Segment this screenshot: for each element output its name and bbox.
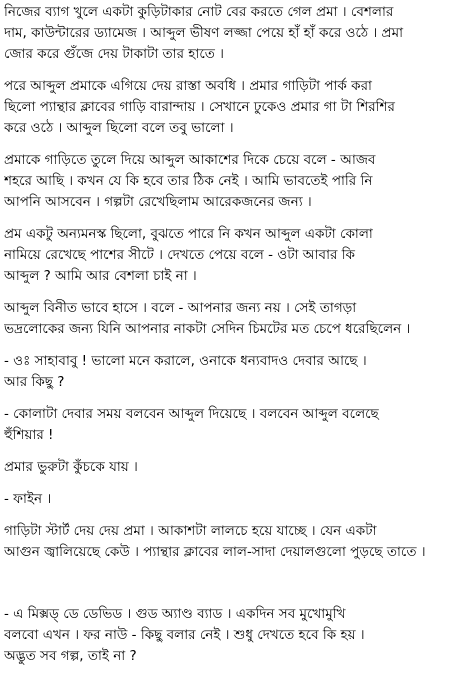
text-line: - ফাইন । bbox=[4, 491, 52, 507]
text-line: নামিয়ে রেখেছে পাশের সীটে । দেখতে পেয়ে বলে - ওটা আবার কি bbox=[4, 247, 356, 263]
text-line: প্রমাকে গাড়িতে তুলে দিয়ে আব্দুল আকাশের দিকে চেয়ে বলে - আজব bbox=[4, 152, 376, 168]
text-line: অদ্ভুত সব গল্প, তাই না ? bbox=[4, 648, 137, 664]
text-line: আব্দুল বিনীত ভাবে হাসে । বলে - আপনার জন্য নয় । সেই তাগড়া bbox=[4, 300, 357, 316]
text-line: ভদ্রলোকের জন্য যিনি আপনার নাকটা সেদিন চিমটের মত চেপে ধরেছিলেন । bbox=[4, 321, 411, 337]
text-line: আগুন জ্বালিয়েছে কেউ । প্যান্থার ক্লাবের লাল-সাদা দেয়ালগুলো পুড়ছে তাতে । bbox=[4, 544, 426, 560]
text-line: হুঁশিয়ার ! bbox=[4, 427, 54, 443]
text-line: করে ওঠে । আব্দুল ছিলো বলে তবু ভালো । bbox=[4, 120, 234, 136]
document-page bbox=[4, 2, 450, 678]
text-line: নিজের ব্যাগ খুলে একটা কুড়িটাকার নোট বের করতে গেল প্রমা । বেশলার bbox=[4, 4, 394, 20]
text-line: - এ মিক্সড্ ডে ডেভিড । গুড অ্যাণ্ড ব্যাড । একদিন সব মুখোমুখি bbox=[4, 606, 346, 622]
paragraph-fine bbox=[4, 489, 450, 510]
paragraph-cola bbox=[4, 224, 450, 287]
text-line: ছিলো প্যান্থার ক্লাবের গাড়ি বারান্দায় । সেখানে ঢুকেও প্রমার গা টা শিরশির bbox=[4, 99, 395, 115]
text-line: জোর করে গুঁজে দেয় টাকাটা তার হাতে । bbox=[4, 46, 224, 62]
text-line: পরে আব্দুল প্রমাকে এগিয়ে দেয় রাস্তা অবধি । প্রমার গাড়িটা পার্ক করা bbox=[4, 78, 372, 94]
blank-spacer bbox=[4, 574, 450, 604]
paragraph-bag-note bbox=[4, 2, 450, 65]
paragraph-strange-city bbox=[4, 150, 450, 213]
text-line: আর কিছু ? bbox=[4, 374, 65, 390]
paragraph-sahababu bbox=[4, 351, 450, 393]
text-line: প্রম একটু অন্যমনস্ক ছিলো, বুঝতে পারে নি কখন আব্দুল একটা কোলা bbox=[4, 226, 373, 242]
paragraph-frown bbox=[4, 457, 450, 478]
paragraph-red-sky bbox=[4, 521, 450, 563]
text-line: - ওঃ সাহাবাবু ! ভালো মনে করালে, ওনাকে ধন্যবাদও দেবার আছে । bbox=[4, 353, 367, 369]
paragraph-mixed-day bbox=[4, 604, 450, 667]
text-line: শহরে আছি । কখন যে কি হবে তার ঠিক নেই । আমি ভাবতেই পারি নি bbox=[4, 173, 373, 189]
text-line: - কোলাটা দেবার সময় বলবেন আব্দুল দিয়েছে । বলবেন আব্দুল বলেছে bbox=[4, 406, 379, 422]
paragraph-warning bbox=[4, 404, 450, 446]
text-line: গাড়িটা স্টার্ট দেয় দেয় প্রমা । আকাশটা লালচে হয়ে যাচ্ছে । যেন একটা bbox=[4, 523, 377, 539]
paragraph-walk-to-car bbox=[4, 76, 450, 139]
text-line: দাম, কাউন্টারের ড্যামেজ । আব্দুল ভীষণ লজ্জা পেয়ে হাঁ হাঁ করে ওঠে । প্রমা bbox=[4, 25, 404, 41]
text-line: বলবো এখন । ফর নাউ - কিছু বলার নেই । শুধু দেখতে হবে কি হয় । bbox=[4, 627, 365, 643]
paragraph-not-for-you bbox=[4, 298, 450, 340]
text-line: আপনি আসবেন । গল্পটা রেখেছিলাম আরেকজনের জন্য । bbox=[4, 194, 312, 210]
text-line: আব্দুল ? আমি আর বেশলা চাই না । bbox=[4, 268, 197, 284]
text-line: প্রমার ভুরুটা কুঁচকে যায় । bbox=[4, 459, 138, 475]
